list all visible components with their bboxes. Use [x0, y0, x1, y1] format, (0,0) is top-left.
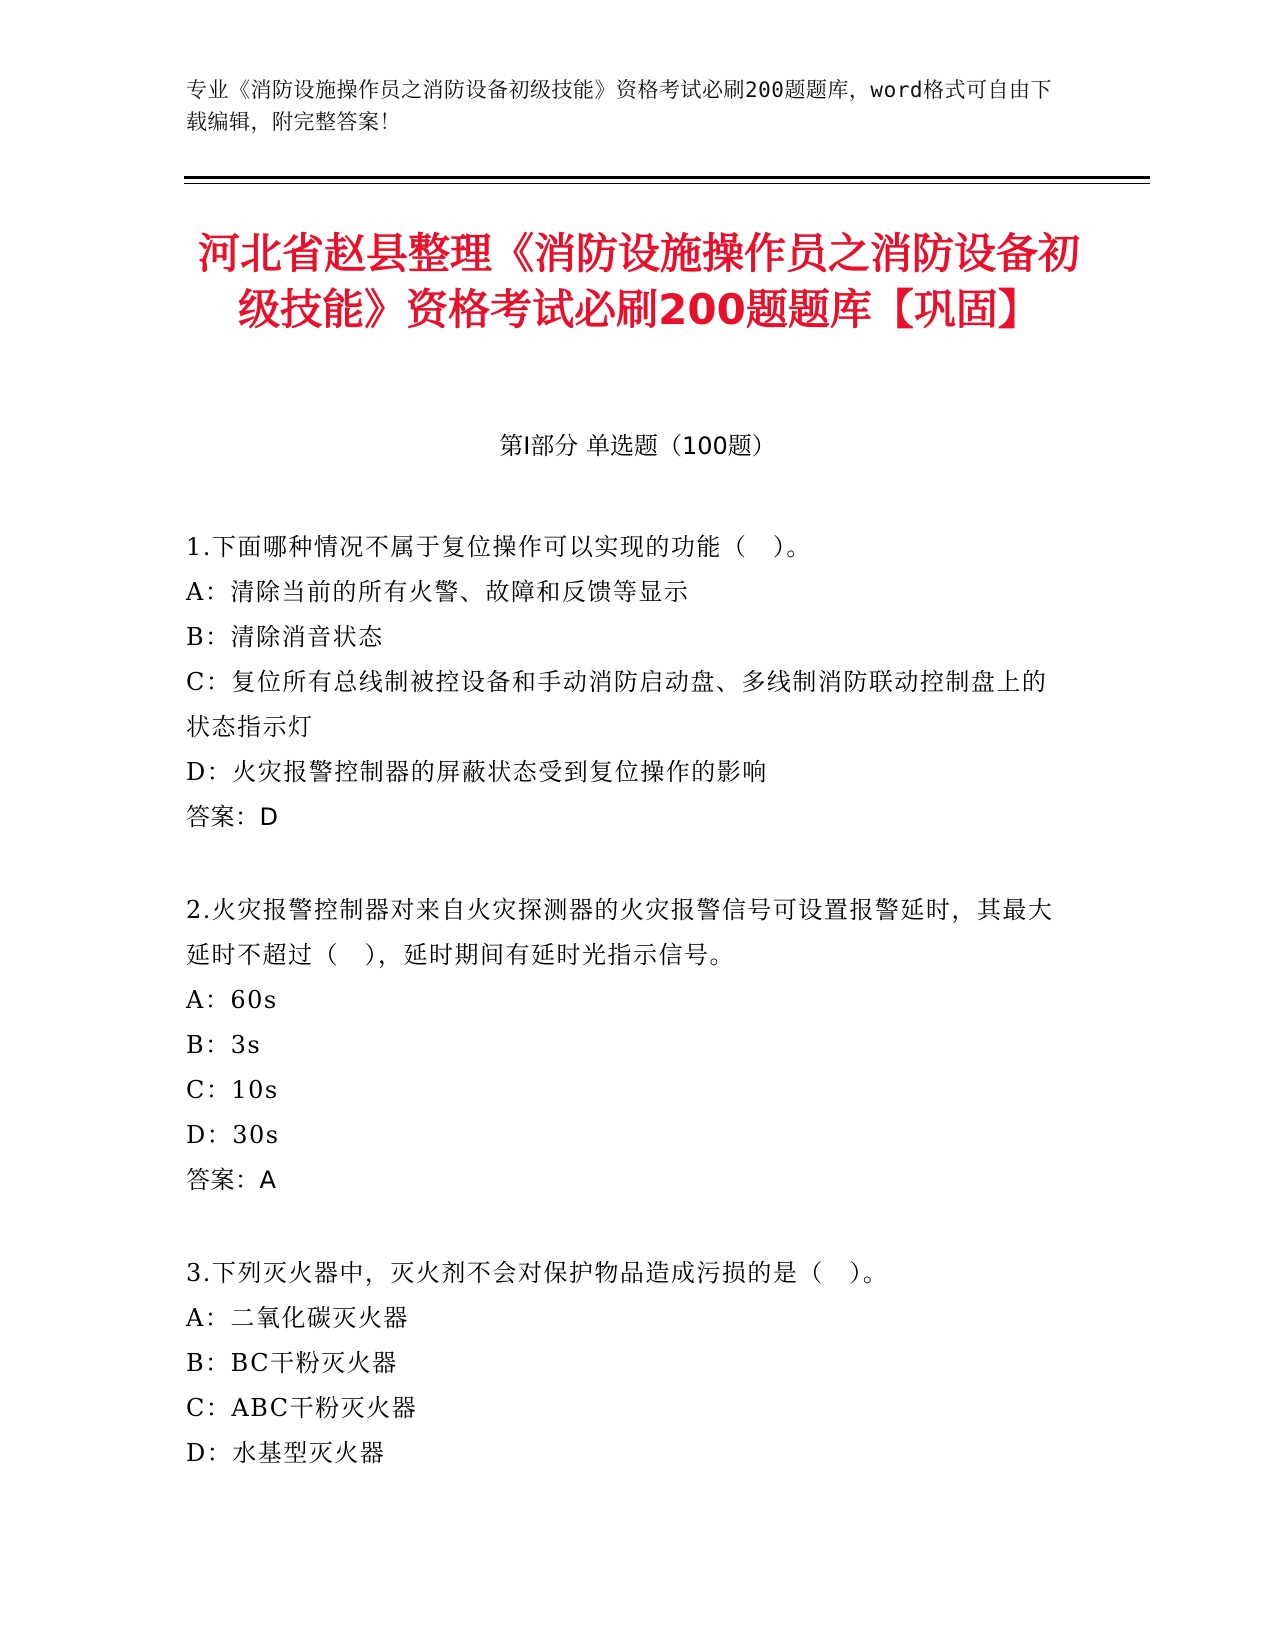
section-heading: 第Ⅰ部分 单选题（100题）	[499, 432, 776, 460]
header-rule-thin	[184, 183, 1150, 184]
option-c: C：复位所有总线制被控设备和手动消防启动盘、多线制消防联动控制盘上的状态指示灯	[186, 668, 1048, 741]
option-a: A：二氧化碳灭火器	[186, 1304, 409, 1332]
question-1	[186, 525, 1066, 840]
option-d: D：水基型灭火器	[186, 1439, 386, 1467]
option-d: D：30s	[186, 1121, 280, 1149]
option-c: C：10s	[186, 1076, 279, 1104]
header-rule-thick	[184, 176, 1150, 179]
question-stem: 3.下列灭火器中，灭火剂不会对保护物品造成污损的是（ ）。	[186, 1259, 889, 1287]
option-b: B：3s	[186, 1031, 262, 1059]
question-stem: 2.火灾报警控制器对来自火灾探测器的火灾报警信号可设置报警延时，其最大延时不超过（ ），延时期间有延时光指示信号。	[186, 896, 1054, 969]
option-a: A：60s	[186, 986, 278, 1014]
answer: 答案：A	[186, 1166, 277, 1194]
option-d: D：火灾报警控制器的屏蔽状态受到复位操作的影响	[186, 758, 768, 786]
option-c: C：ABC干粉灭火器	[186, 1394, 418, 1422]
answer: 答案：D	[186, 803, 279, 831]
document-title: 河北省赵县整理《消防设施操作员之消防设备初级技能》资格考试必刷200题题库【巩固】	[197, 229, 1080, 334]
option-b: B：清除消音状态	[186, 623, 384, 651]
option-b: B：BC干粉灭火器	[186, 1349, 398, 1377]
question-stem: 1.下面哪种情况不属于复位操作可以实现的功能（ ）。	[186, 533, 812, 561]
question-3	[186, 1251, 1066, 1476]
option-a: A：清除当前的所有火警、故障和反馈等显示	[186, 578, 690, 606]
header-note: 专业《消防设施操作员之消防设备初级技能》资格考试必刷200题题库，word格式可自由下载编辑，附完整答案！	[186, 78, 1052, 134]
question-2	[186, 888, 1066, 1203]
